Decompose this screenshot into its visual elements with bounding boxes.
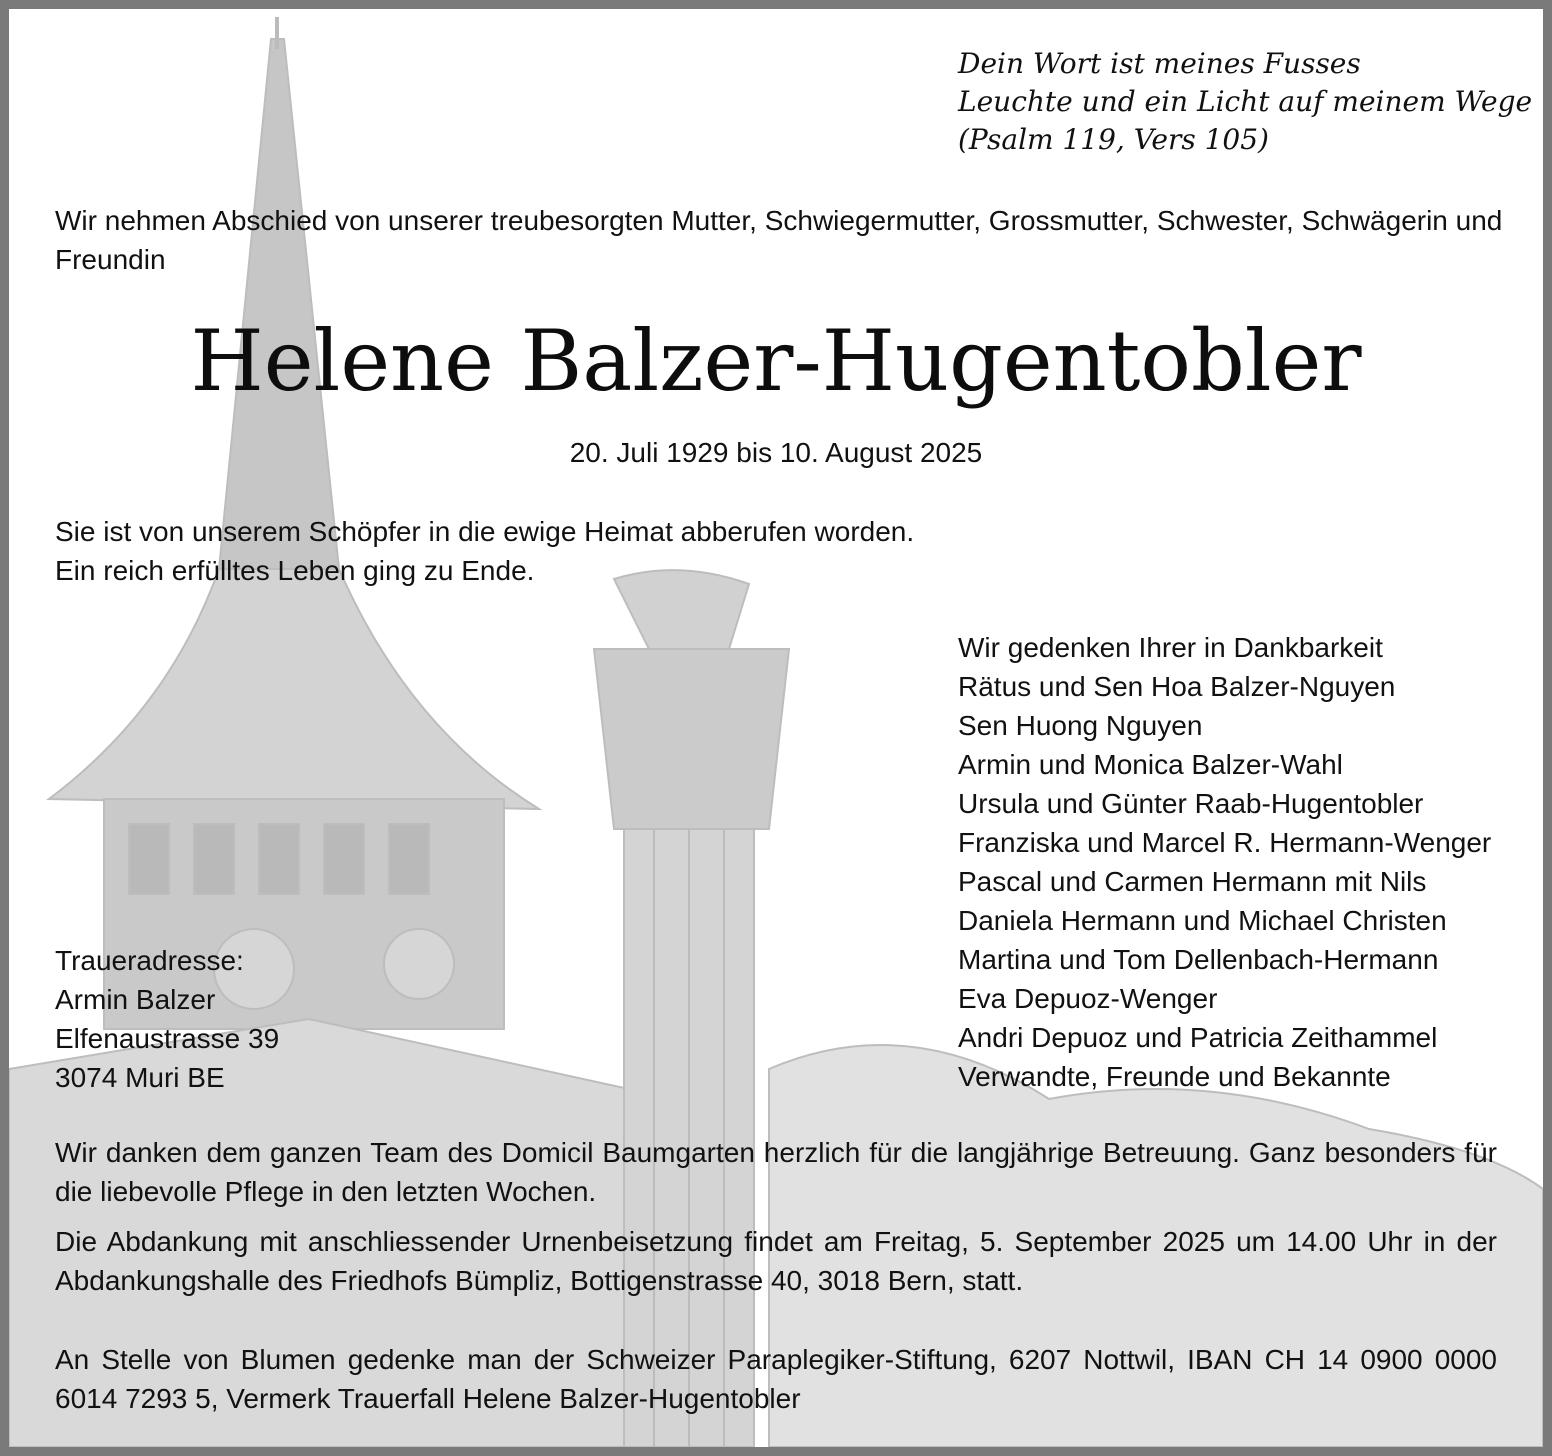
mourner-name: Eva Depuoz-Wenger — [958, 983, 1218, 1014]
mourner-name: Franziska und Marcel R. Hermann-Wenger — [958, 827, 1492, 858]
service-paragraph: Die Abdankung mit anschliessender Urnenbeisetzung findet am Freitag, 5. September 2025 um 14.00 Uhr in der Abdankungshalle des Friedhofs Bümpliz, Bottigenstrasse 40, 3018 Bern, statt. — [55, 1226, 1497, 1296]
mourner-closing: Verwandte, Freunde und Bekannte — [958, 1061, 1391, 1092]
mourners-list — [958, 628, 1491, 1096]
address-label: Traueradresse: — [55, 945, 244, 976]
verse-line: Leuchte und ein Licht auf meinem Wege — [958, 85, 1533, 118]
address-city: 3074 Muri BE — [55, 1062, 225, 1093]
mourner-name: Ursula und Günter Raab-Hugentobler — [958, 788, 1424, 819]
mourner-name: Sen Huong Nguyen — [958, 710, 1203, 741]
life-line: Ein reich erfülltes Leben ging zu Ende. — [55, 555, 535, 586]
mourner-name: Andri Depuoz und Patricia Zeithammel — [958, 1022, 1438, 1053]
mourning-address — [55, 941, 279, 1097]
verse-reference: (Psalm 119, Vers 105) — [958, 123, 1269, 156]
verse-line: Dein Wort ist meines Fusses — [958, 47, 1361, 80]
deceased-name: Helene Balzer-Hugentobler — [190, 312, 1362, 410]
address-street: Elfenaustrasse 39 — [55, 1023, 280, 1054]
donation-paragraph: An Stelle von Blumen gedenke man der Schweizer Paraplegiker-Stiftung, 6207 Nottwil, IBAN CH 14 0900 0000 6014 7293 5, Vermerk Trauerfall Helene Balzer-Hugentobler — [55, 1344, 1497, 1414]
address-name: Armin Balzer — [55, 984, 216, 1015]
life-statement — [55, 512, 914, 590]
mourner-name: Armin und Monica Balzer-Wahl — [958, 749, 1343, 780]
mourner-name: Pascal und Carmen Hermann mit Nils — [958, 866, 1427, 897]
thanks-paragraph: Wir danken dem ganzen Team des Domicil Baumgarten herzlich für die langjährige Betreuung. Ganz besonders für die liebevolle Pflege in den letzten Wochen. — [55, 1137, 1497, 1207]
mourner-name: Martina und Tom Dellenbach-Hermann — [958, 944, 1439, 975]
mourner-heading: Wir gedenken Ihrer in Dankbarkeit — [958, 632, 1383, 663]
life-line: Sie ist von unserem Schöpfer in die ewige Heimat abberufen worden. — [55, 516, 915, 547]
obituary-page — [9, 9, 1543, 1447]
bible-verse — [958, 45, 1532, 159]
mourner-name: Daniela Hermann und Michael Christen — [958, 905, 1447, 936]
mourner-name: Rätus und Sen Hoa Balzer-Nguyen — [958, 671, 1396, 702]
intro-text: Wir nehmen Abschied von unserer treubesorgten Mutter, Schwiegermutter, Grossmutter, Schwester, Schwägerin und Freundin — [55, 205, 1503, 275]
life-dates: 20. Juli 1929 bis 10. August 2025 — [569, 437, 983, 468]
